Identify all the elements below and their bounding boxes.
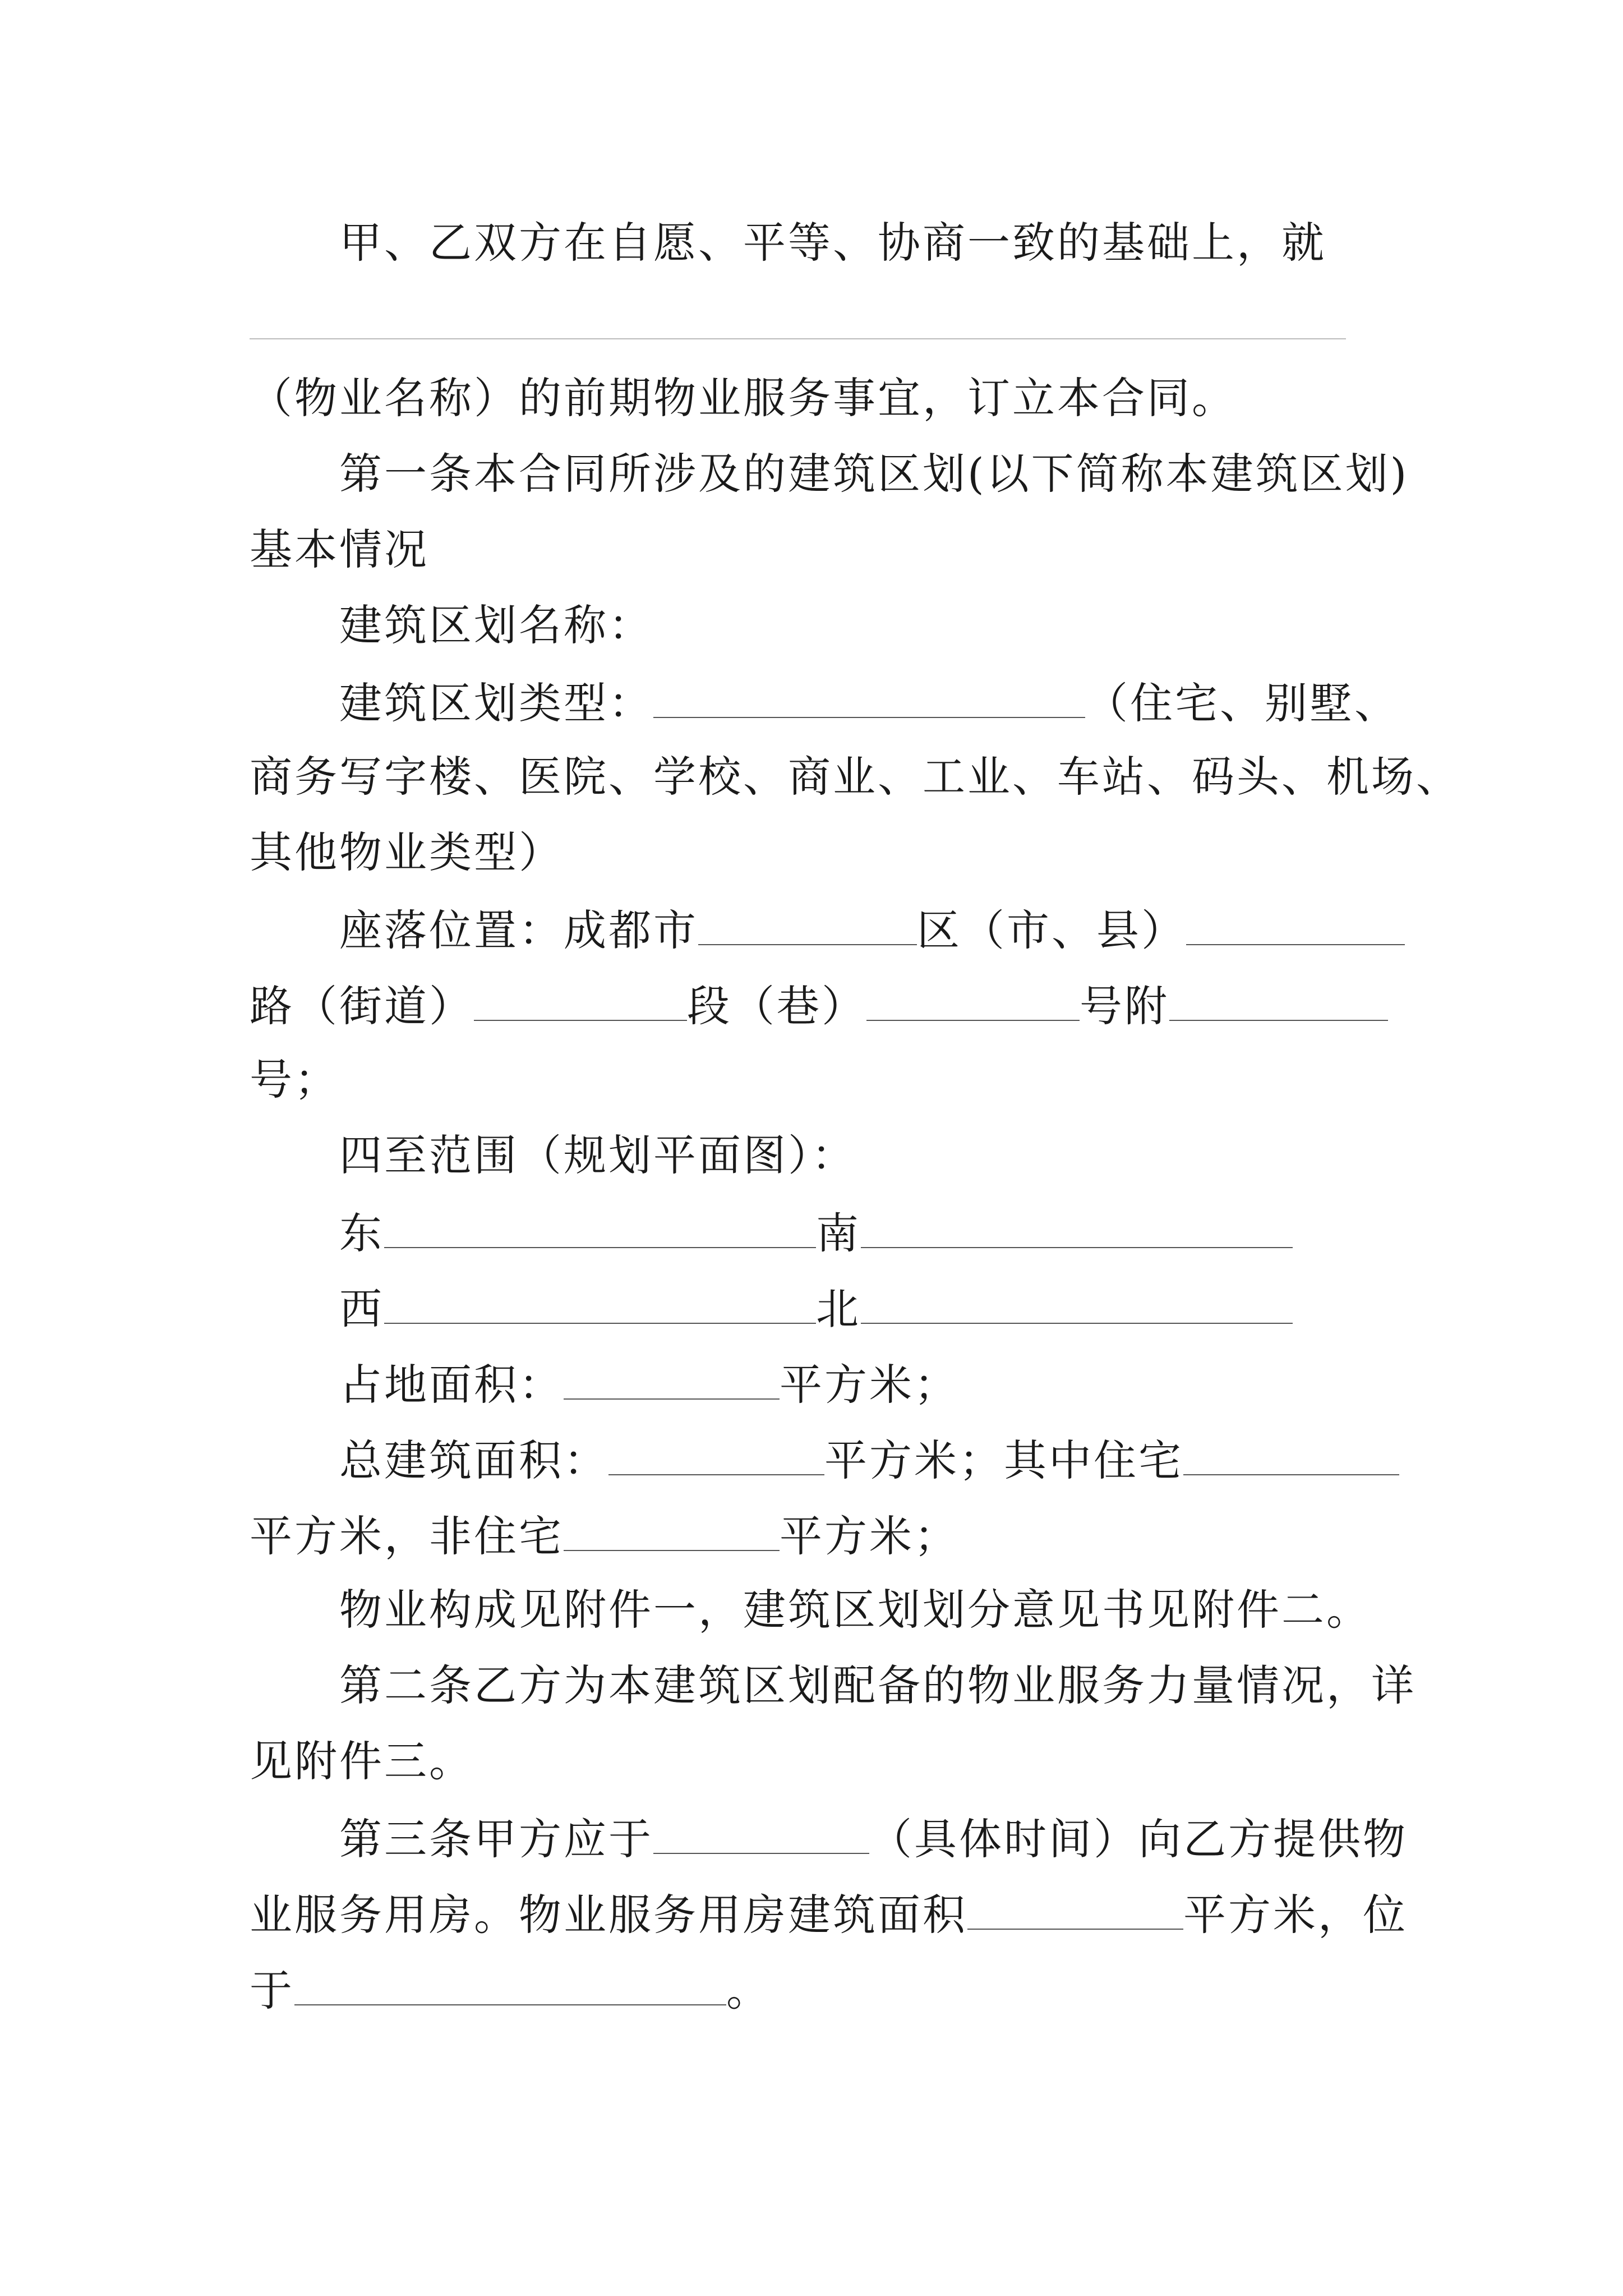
- zone-name-line: [339, 597, 653, 654]
- location-line-3: [250, 1052, 339, 1108]
- east-south-line: [339, 1203, 1293, 1259]
- boundary-label: 四至范围（规划平面图）：: [339, 1130, 856, 1180]
- article-1-line-2: [250, 522, 429, 578]
- north-blank[interactable]: [861, 1279, 1293, 1324]
- annex-text: 物业构成见附件一，建筑区划划分意见书见附件二。: [339, 1585, 1371, 1635]
- total-area-label: 总建筑面积：: [339, 1435, 608, 1485]
- zone-name-label: 建筑区划名称：: [339, 600, 653, 650]
- sqm-unit-2: 平方米；: [780, 1511, 959, 1561]
- residential-label: 平方米；其中住宅: [824, 1435, 1183, 1485]
- article-3-line-3: [250, 1961, 771, 2017]
- office-location-blank[interactable]: [294, 1961, 726, 2005]
- hao-label: 号；: [250, 1055, 339, 1105]
- paragraph-intro-cont: [250, 370, 1237, 426]
- article-2-line-2: [250, 1733, 474, 1789]
- time-blank[interactable]: [653, 1809, 869, 1854]
- article-3-text-e: 于: [250, 1966, 294, 2016]
- zone-type-line: [339, 673, 1399, 729]
- land-area-line: [339, 1355, 959, 1411]
- nonresidential-blank[interactable]: [564, 1506, 780, 1551]
- city-blank[interactable]: [698, 900, 917, 945]
- article-1-text-cont: 基本情况: [250, 524, 429, 574]
- annex-line: [339, 1582, 1371, 1638]
- east-label: 东: [339, 1208, 384, 1258]
- blank-line-property-name[interactable]: [250, 338, 1346, 339]
- article-1-line-1: [339, 446, 1409, 502]
- nonresidential-label: 平方米，非住宅: [250, 1511, 564, 1561]
- intro-cont-text: （物业名称）的前期物业服务事宜，订立本合同。: [250, 373, 1237, 423]
- zone-type-label: 建筑区划类型：: [339, 678, 653, 728]
- nonresidential-line: [250, 1506, 959, 1562]
- location-label: 座落位置：成都市: [339, 905, 698, 955]
- article-3-line-2: [250, 1885, 1408, 1941]
- north-label: 北: [816, 1284, 861, 1334]
- zone-type-options-text: （住宅、别墅、: [1085, 678, 1399, 728]
- land-area-label: 占地面积：: [339, 1360, 564, 1410]
- article-2-text: 第二条乙方为本建筑区划配备的物业服务力量情况，详: [339, 1660, 1416, 1710]
- west-label: 西: [339, 1284, 384, 1334]
- section-label: 段（巷）: [687, 981, 866, 1031]
- west-blank[interactable]: [384, 1279, 816, 1324]
- article-3-text-d: 平方米，位: [1183, 1890, 1408, 1940]
- article-3-text-f: 。: [726, 1966, 771, 2016]
- zone-type-options-line-2: [250, 749, 1461, 805]
- total-area-blank[interactable]: [608, 1430, 824, 1475]
- article-3-text-b: （具体时间）向乙方提供物: [869, 1814, 1408, 1864]
- south-blank[interactable]: [861, 1203, 1293, 1248]
- west-north-line: [339, 1279, 1293, 1335]
- section-blank[interactable]: [866, 976, 1080, 1021]
- residential-blank[interactable]: [1183, 1430, 1399, 1475]
- road-blank[interactable]: [474, 976, 687, 1021]
- article-1-text: 第一条本合同所涉及的建筑区划(以下简称本建筑区划): [339, 449, 1409, 499]
- article-3-line-1: [339, 1809, 1408, 1865]
- zone-type-options-line-3: [250, 825, 564, 881]
- zone-type-blank[interactable]: [653, 673, 1085, 718]
- location-line-1: [339, 900, 1405, 956]
- boundary-line: [339, 1128, 856, 1184]
- total-area-line: [339, 1430, 1399, 1487]
- sqm-unit-1: 平方米；: [780, 1360, 959, 1410]
- paragraph-intro: [339, 215, 1326, 271]
- location-line-2: [250, 976, 1388, 1032]
- road-label: 路（街道）: [250, 981, 474, 1031]
- intro-text: 甲、乙双方在自愿、平等、协商一致的基础上，就: [339, 218, 1326, 268]
- office-area-blank[interactable]: [967, 1885, 1183, 1930]
- zone-type-options-text-2: 商务写字楼、医院、学校、商业、工业、车站、码头、机场、: [250, 752, 1461, 802]
- article-3-text-c: 业服务用房。物业服务用房建筑面积: [250, 1890, 967, 1940]
- article-2-line-1: [339, 1658, 1416, 1714]
- article-3-text-a: 第三条甲方应于: [339, 1814, 653, 1864]
- east-blank[interactable]: [384, 1203, 816, 1248]
- district-blank[interactable]: [1186, 900, 1405, 945]
- land-area-blank[interactable]: [564, 1355, 780, 1400]
- south-label: 南: [816, 1208, 861, 1258]
- district-label: 区（市、县）: [917, 905, 1186, 955]
- article-2-text-cont: 见附件三。: [250, 1736, 474, 1786]
- zone-type-options-text-3: 其他物业类型）: [250, 827, 564, 877]
- number-label: 号附: [1080, 981, 1169, 1031]
- number-blank[interactable]: [1169, 976, 1388, 1021]
